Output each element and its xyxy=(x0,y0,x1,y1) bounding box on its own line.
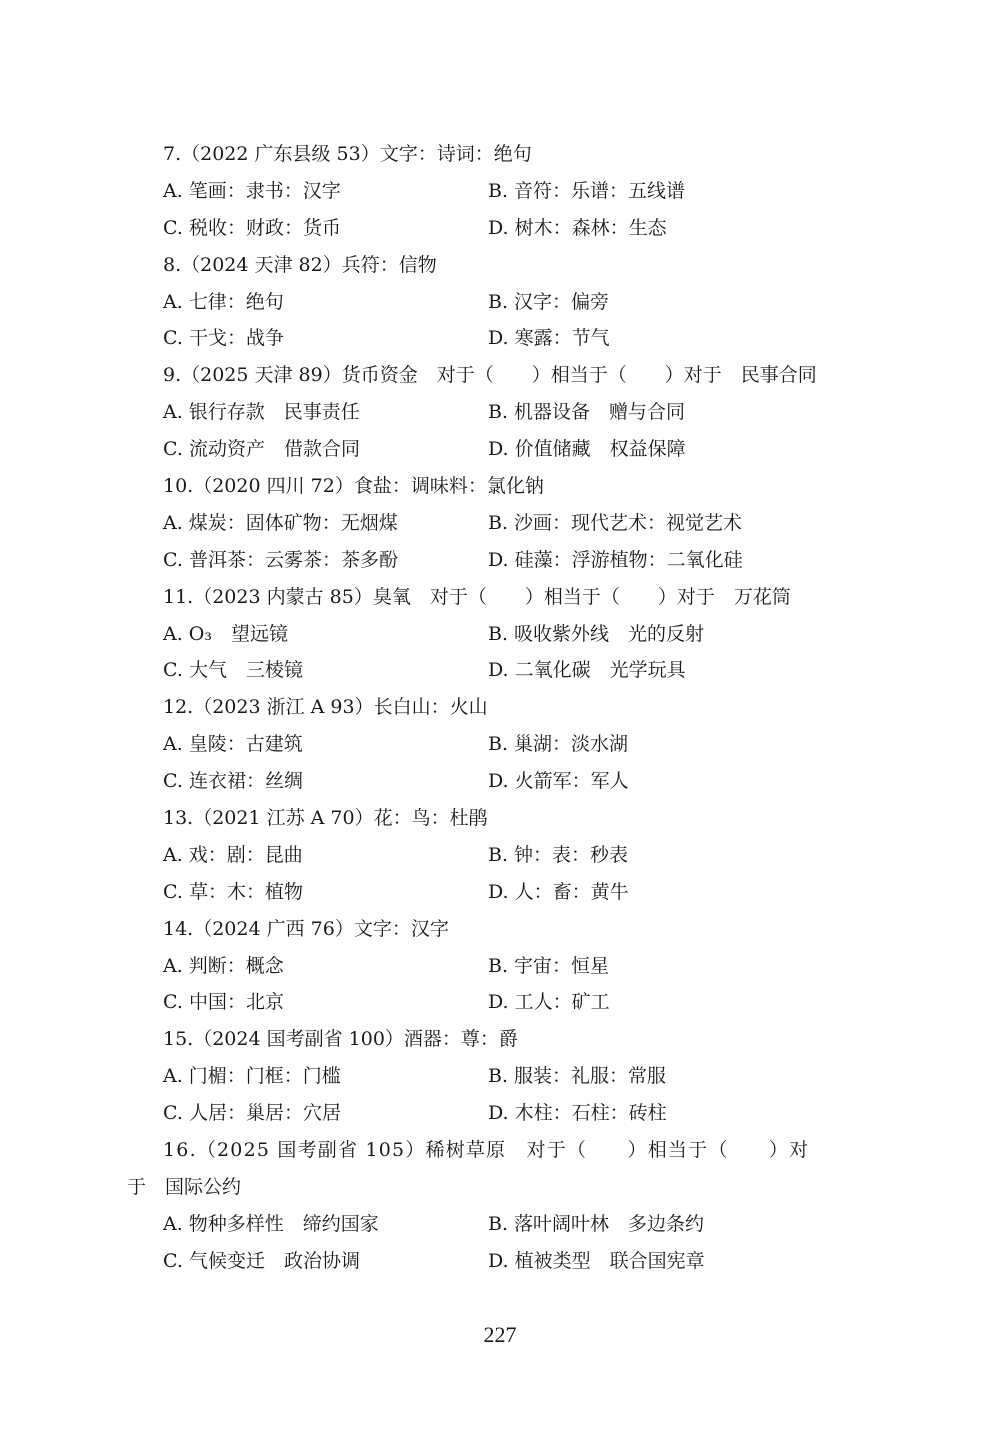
options xyxy=(163,726,883,800)
question-stem: 8.（2024 天津 82）兵符：信物 xyxy=(163,253,437,276)
option-b: B. 钟：表：秒表 xyxy=(488,843,629,866)
option-a: A. 七律：绝句 xyxy=(163,290,284,313)
option-b: B. 汉字：偏旁 xyxy=(488,290,610,313)
option-d: D. 硅藻：浮游植物：二氧化硅 xyxy=(488,548,743,571)
question-stem: 15.（2024 国考副省 100）酒器：尊：爵 xyxy=(163,1028,518,1051)
options xyxy=(163,948,883,1022)
question-14 xyxy=(163,911,883,1022)
option-d: D. 二氧化碳 光学玩具 xyxy=(488,659,686,682)
page-number: 227 xyxy=(483,1322,517,1347)
question-stem: 13.（2021 江苏 A 70）花：鸟：杜鹃 xyxy=(163,807,488,830)
option-a: A. 银行存款 民事责任 xyxy=(163,401,360,424)
option-c: C. 连衣裙：丝绸 xyxy=(163,770,303,793)
question-16 xyxy=(127,1132,883,1280)
question-stem-continuation: 于 国际公约 xyxy=(127,1175,242,1198)
question-stem: 16.（2025 国考副省 105）稀树草原 对于（ ）相当于（ ）对 xyxy=(163,1139,810,1162)
option-d: D. 植被类型 联合国宪章 xyxy=(488,1249,705,1272)
option-b: B. 机器设备 赠与合同 xyxy=(488,401,686,424)
option-b: B. 沙画：现代艺术：视觉艺术 xyxy=(488,511,743,534)
option-d: D. 火箭军：军人 xyxy=(488,770,629,793)
option-b: B. 服装：礼服：常服 xyxy=(488,1065,667,1088)
options xyxy=(163,505,883,579)
question-12 xyxy=(163,689,883,800)
option-d: D. 树木：森林：生态 xyxy=(488,216,667,239)
option-c: C. 气候变迁 政治协调 xyxy=(163,1249,360,1272)
option-c: C. 草：木：植物 xyxy=(163,880,303,903)
options xyxy=(163,1206,883,1280)
option-a: A. 笔画：隶书：汉字 xyxy=(163,179,341,202)
options xyxy=(163,1058,883,1132)
option-a: A. 判断：概念 xyxy=(163,954,284,977)
option-d: D. 寒露：节气 xyxy=(488,327,610,350)
question-11 xyxy=(163,579,883,690)
question-15 xyxy=(163,1021,883,1132)
option-c: C. 普洱茶：云雾茶：茶多酚 xyxy=(163,548,398,571)
question-stem: 11.（2023 内蒙古 85）臭氧 对于（ ）相当于（ ）对于 万花筒 xyxy=(163,585,791,608)
options xyxy=(163,837,883,911)
question-stem: 7.（2022 广东县级 53）文字：诗词：绝句 xyxy=(163,143,532,165)
options xyxy=(163,284,883,358)
question-stem: 9.（2025 天津 89）货币资金 对于（ ）相当于（ ）对于 民事合同 xyxy=(163,364,817,387)
options xyxy=(163,173,883,247)
option-b: B. 吸收紫外线 光的反射 xyxy=(488,622,705,645)
option-d: D. 工人：矿工 xyxy=(488,991,610,1014)
option-b: B. 巢湖：淡水湖 xyxy=(488,733,629,756)
question-7 xyxy=(163,136,883,247)
option-c: C. 税收：财政：货币 xyxy=(163,216,341,239)
option-d: D. 人：畜：黄牛 xyxy=(488,880,629,903)
question-10 xyxy=(163,468,883,579)
question-8 xyxy=(163,247,883,358)
option-a: A. 物种多样性 缔约国家 xyxy=(163,1212,379,1235)
question-stem: 14.（2024 广西 76）文字：汉字 xyxy=(163,917,449,940)
option-d: D. 价值储藏 权益保障 xyxy=(488,438,686,461)
option-b: B. 音符：乐谱：五线谱 xyxy=(488,179,686,202)
option-c: C. 大气 三棱镜 xyxy=(163,659,303,682)
option-d: D. 木柱：石柱：砖柱 xyxy=(488,1102,667,1125)
option-a: A. 戏：剧：昆曲 xyxy=(163,843,303,866)
option-b: B. 落叶阔叶林 多边条约 xyxy=(488,1212,705,1235)
options xyxy=(163,616,883,690)
question-list xyxy=(127,136,883,1280)
question-stem: 12.（2023 浙江 A 93）长白山：火山 xyxy=(163,696,488,719)
option-c: C. 流动资产 借款合同 xyxy=(163,438,360,461)
option-a: A. 煤炭：固体矿物：无烟煤 xyxy=(163,511,398,534)
question-stem: 10.（2020 四川 72）食盐：调味料：氯化钠 xyxy=(163,475,544,498)
option-c: C. 干戈：战争 xyxy=(163,327,284,350)
option-b: B. 宇宙：恒星 xyxy=(488,954,610,977)
option-a: A. 皇陵：古建筑 xyxy=(163,733,303,756)
option-c: C. 中国：北京 xyxy=(163,991,284,1014)
option-a: A. O₃ 望远镜 xyxy=(163,622,288,645)
question-9 xyxy=(163,357,883,468)
question-13 xyxy=(163,800,883,911)
options xyxy=(163,394,883,468)
option-c: C. 人居：巢居：穴居 xyxy=(163,1102,341,1125)
option-a: A. 门楣：门框：门槛 xyxy=(163,1065,341,1088)
